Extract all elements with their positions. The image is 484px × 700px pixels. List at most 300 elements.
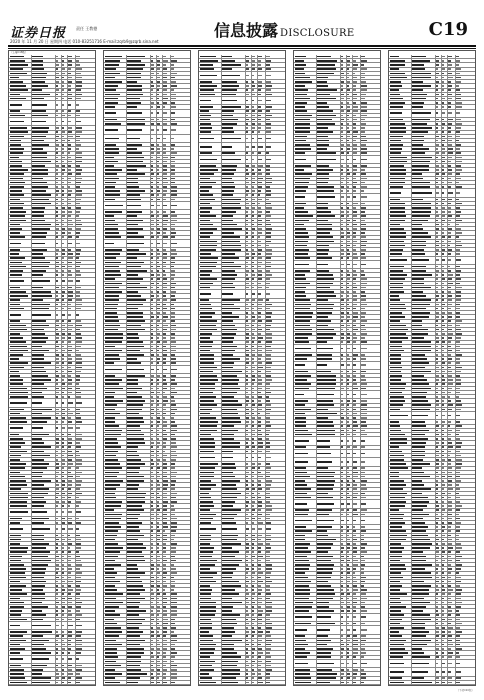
table-cell-text	[68, 547, 70, 549]
table-cell-text	[222, 556, 235, 558]
table-cell-text	[390, 308, 406, 310]
table-cell-text	[68, 304, 71, 306]
table-cell-text	[390, 434, 405, 436]
table-cell-text	[163, 232, 166, 234]
table-cell-text	[436, 253, 438, 255]
table-cell-text	[127, 186, 139, 188]
table-cell-text	[456, 325, 460, 327]
table-cell-text	[56, 199, 58, 201]
table-cell-text	[246, 421, 249, 423]
table-cell-text	[361, 648, 365, 650]
table-cell-text	[127, 64, 145, 66]
table-cell-text	[390, 509, 399, 511]
table-cell-text	[76, 224, 82, 226]
table-cell-text	[448, 127, 451, 129]
table-cell-text	[68, 459, 72, 461]
table-cell-text	[390, 619, 402, 621]
table-cell-text	[258, 173, 262, 175]
table-cell-text	[157, 291, 159, 293]
table-cell-text	[105, 308, 117, 310]
table-cell-text	[68, 333, 71, 335]
table-cell-text	[266, 190, 271, 192]
table-cell-text	[151, 112, 153, 114]
table-row	[9, 118, 95, 126]
table-cell-text	[456, 291, 461, 293]
table-cell-text	[353, 299, 357, 301]
table-cell-text	[252, 127, 255, 129]
table-cell-text	[456, 459, 462, 461]
table-cell-text	[412, 409, 430, 411]
table-cell-text	[200, 320, 217, 322]
table-cell-text	[353, 190, 356, 192]
table-cell-text	[32, 362, 51, 364]
table-cell-text	[163, 451, 165, 453]
table-cell-text	[442, 677, 445, 679]
table-cell-text	[246, 159, 248, 161]
table-cell-text	[222, 274, 237, 276]
table-cell-text	[361, 165, 367, 167]
table-cell-text	[163, 581, 166, 583]
table-cell-text	[295, 207, 304, 209]
table-cell-text	[32, 665, 47, 667]
table-cell-text	[456, 383, 461, 385]
table-cell-text	[266, 463, 270, 465]
table-cell-text	[412, 329, 428, 331]
table-cell-text	[151, 434, 153, 436]
table-cell-text	[258, 446, 263, 448]
table-cell-text	[105, 568, 114, 570]
table-cell-text	[436, 236, 438, 238]
table-cell-text	[246, 631, 249, 633]
table-cell-text	[171, 220, 177, 222]
table-cell-text	[246, 543, 249, 545]
table-cell-text	[442, 341, 445, 343]
table-cell-text	[361, 81, 366, 83]
table-cell-text	[157, 635, 160, 637]
table-cell-text	[10, 337, 23, 339]
table-cell-text	[68, 121, 71, 123]
table-cell-text	[258, 528, 262, 530]
table-cell-text	[390, 535, 407, 537]
table-cell-text	[105, 661, 116, 663]
table-cell-text	[295, 572, 305, 574]
table-cell-text	[62, 308, 64, 310]
table-cell-text	[252, 60, 255, 62]
table-cell-text	[163, 476, 167, 478]
table-cell-text	[295, 73, 305, 75]
table-cell-text	[151, 669, 154, 671]
table-cell-text	[448, 64, 452, 66]
masthead-rule-thick	[8, 45, 476, 47]
table-cell-text	[105, 669, 115, 671]
table-cell-text	[361, 656, 364, 658]
table-cell-text	[68, 593, 71, 595]
table-cell-text	[258, 228, 262, 230]
table-cell-text	[412, 123, 427, 125]
table-row	[199, 525, 285, 533]
table-cell-text	[390, 89, 399, 91]
table-cell-text	[456, 228, 461, 230]
table-cell-text	[448, 476, 452, 478]
table-cell-text	[258, 194, 260, 196]
table-cell-text	[68, 182, 71, 184]
table-cell-text	[151, 635, 154, 637]
table-cell-text	[361, 337, 365, 339]
table-cell-text	[341, 577, 343, 579]
table-cell-text	[151, 205, 154, 207]
table-cell-text	[62, 518, 65, 520]
disclosure-table	[389, 55, 475, 685]
table-cell-text	[341, 472, 343, 474]
table-cell-text	[390, 266, 404, 268]
table-cell-text	[412, 283, 424, 285]
table-row	[294, 391, 380, 399]
table-cell-text	[266, 253, 272, 255]
table-cell-text	[361, 228, 366, 230]
table-cell-text	[317, 249, 329, 251]
table-cell-text	[295, 291, 305, 293]
table-cell-text	[151, 333, 153, 335]
table-cell-text	[436, 547, 439, 549]
table-cell-text	[436, 635, 439, 637]
table-cell-text	[361, 425, 367, 427]
table-cell-text	[456, 560, 460, 562]
table-cell-text	[442, 493, 445, 495]
table-cell-text	[56, 325, 59, 327]
table-cell-text	[252, 320, 255, 322]
table-cell-text	[151, 304, 153, 306]
table-cell-text	[448, 131, 451, 133]
table-cell-text	[76, 169, 82, 171]
table-cell-text	[62, 677, 65, 679]
table-cell-text	[76, 625, 82, 627]
table-cell-text	[436, 480, 438, 482]
table-cell-text	[10, 77, 19, 79]
table-cell-text	[151, 329, 153, 331]
table-cell-text	[157, 73, 159, 75]
table-cell-text	[76, 505, 79, 507]
table-cell-text	[448, 535, 451, 537]
table-cell-text	[252, 308, 254, 310]
table-cell-text	[222, 560, 242, 562]
table-cell-text	[68, 152, 70, 154]
table-cell-text	[222, 593, 239, 595]
table-cell-text	[258, 434, 262, 436]
table-cell-text	[246, 165, 249, 167]
table-cell-text	[105, 556, 118, 558]
table-cell-text	[105, 535, 117, 537]
table-cell-text	[436, 325, 438, 327]
table-cell-text	[317, 131, 333, 133]
table-cell-text	[163, 396, 167, 398]
table-cell-text	[448, 446, 453, 448]
table-cell-text	[347, 635, 350, 637]
table-cell-text	[157, 430, 159, 432]
table-cell-text	[68, 589, 73, 591]
table-cell-text	[163, 262, 166, 264]
table-cell-text	[448, 396, 450, 398]
table-cell-text	[151, 560, 153, 562]
table-cell-text	[163, 551, 166, 553]
table-cell-text	[258, 463, 261, 465]
table-cell-text	[76, 631, 82, 633]
table-cell-text	[246, 186, 248, 188]
table-cell-text	[246, 325, 249, 327]
table-cell-text	[361, 264, 366, 266]
table-cell-text	[448, 392, 451, 394]
table-cell-text	[390, 152, 401, 154]
table-cell-text	[456, 178, 461, 180]
table-cell-text	[361, 329, 366, 331]
table-cell-text	[163, 665, 166, 667]
table-cell-text	[252, 94, 255, 96]
table-cell-text	[347, 152, 349, 154]
table-cell-text	[200, 417, 216, 419]
table-cell-text	[442, 278, 445, 280]
table-cell-text	[32, 165, 45, 167]
table-cell-text	[295, 476, 310, 478]
table-cell-text	[442, 211, 445, 213]
table-cell-text	[171, 627, 176, 629]
table-cell-text	[105, 459, 118, 461]
table-cell-text	[62, 220, 64, 222]
table-cell-text	[151, 228, 154, 230]
table-cell-text	[361, 434, 367, 436]
table-cell-text	[317, 388, 335, 390]
table-cell-text	[258, 186, 262, 188]
table-cell-text	[62, 178, 64, 180]
table-cell-text	[222, 253, 235, 255]
table-cell-text	[317, 232, 330, 234]
table-cell-text	[157, 304, 160, 306]
table-cell-text	[436, 312, 439, 314]
table-cell-text	[412, 186, 430, 188]
table-cell-text	[347, 581, 350, 583]
table-cell-text	[56, 173, 58, 175]
table-cell-text	[62, 77, 64, 79]
table-cell-text	[353, 287, 357, 289]
table-cell-text	[151, 316, 154, 318]
table-cell-text	[361, 383, 367, 385]
table-cell-text	[448, 404, 453, 406]
table-cell-text	[412, 241, 426, 243]
table-cell-text	[456, 203, 462, 205]
table-cell-text	[390, 467, 408, 469]
table-cell-text	[56, 446, 59, 448]
table-cell-text	[32, 547, 46, 549]
table-cell-text	[105, 585, 115, 587]
table-cell-text	[32, 409, 52, 411]
table-cell-text	[151, 60, 153, 62]
table-cell-text	[347, 530, 349, 532]
table-cell-text	[252, 207, 255, 209]
table-cell-text	[105, 539, 115, 541]
table-cell-text	[390, 77, 407, 79]
table-cell-text	[151, 677, 154, 679]
table-cell-text	[200, 442, 215, 444]
table-cell-text	[68, 186, 70, 188]
table-cell-text	[127, 451, 137, 453]
table-cell-text	[353, 203, 358, 205]
table-cell-text	[317, 409, 328, 411]
table-cell-text	[171, 619, 175, 621]
table-cell-text	[246, 146, 249, 148]
table-cell-text	[317, 102, 327, 104]
table-cell-text	[456, 354, 462, 356]
table-cell-text	[10, 484, 27, 486]
table-cell-text	[171, 417, 174, 419]
table-cell-text	[62, 56, 64, 58]
table-cell-text	[341, 144, 344, 146]
table-cell-text	[171, 152, 177, 154]
table-cell-text	[32, 480, 51, 482]
table-cell-text	[456, 215, 460, 217]
table-cell-text	[252, 115, 255, 117]
table-cell-text	[10, 505, 27, 507]
table-cell-text	[32, 427, 43, 429]
table-cell-text	[436, 178, 438, 180]
table-cell-text	[317, 656, 331, 658]
table-cell-text	[76, 421, 82, 423]
table-cell-text	[266, 665, 271, 667]
table-cell-text	[62, 329, 65, 331]
table-cell-text	[76, 665, 82, 667]
table-cell-text	[68, 488, 71, 490]
table-cell-text	[127, 619, 145, 621]
table-cell-text	[127, 413, 139, 415]
table-cell-text	[361, 663, 367, 665]
table-cell-text	[222, 551, 239, 553]
table-cell-text	[361, 493, 365, 495]
table-cell-text	[32, 564, 48, 566]
table-cell-text	[222, 682, 238, 684]
table-cell-text	[32, 341, 46, 343]
table-cell-text	[456, 614, 460, 616]
table-cell-text	[390, 329, 408, 331]
table-cell-text	[56, 367, 59, 369]
table-cell-text	[436, 459, 439, 461]
table-cell-text	[353, 98, 357, 100]
table-cell-text	[10, 314, 21, 316]
table-cell-text	[252, 535, 255, 537]
table-cell-text	[258, 564, 261, 566]
table-cell-text	[171, 648, 175, 650]
table-cell-text	[436, 522, 438, 524]
table-cell-text	[10, 602, 24, 604]
table-cell-text	[317, 159, 336, 161]
table-cell-text	[32, 375, 48, 377]
table-cell-text	[127, 577, 140, 579]
table-cell-text	[222, 211, 236, 213]
table-cell-text	[258, 329, 262, 331]
table-cell-text	[76, 446, 81, 448]
table-cell-text	[317, 144, 329, 146]
table-cell-text	[266, 354, 271, 356]
table-cell-text	[222, 64, 241, 66]
table-cell-text	[157, 396, 159, 398]
table-cell-text	[266, 371, 271, 373]
table-cell-text	[127, 551, 142, 553]
table-cell-text	[76, 673, 80, 675]
table-cell-text	[62, 589, 65, 591]
table-cell-text	[252, 528, 255, 530]
table-cell-text	[317, 354, 332, 356]
table-cell-text	[390, 85, 402, 87]
table-cell-text	[246, 110, 249, 112]
table-cell-text	[163, 497, 167, 499]
table-cell-text	[353, 152, 357, 154]
table-cell-text	[436, 329, 439, 331]
table-cell-text	[246, 392, 248, 394]
table-cell-text	[341, 308, 344, 310]
table-cell-text	[436, 577, 439, 579]
table-cell-text	[266, 199, 269, 201]
table-cell-text	[127, 320, 145, 322]
table-cell-text	[10, 140, 21, 142]
table-cell-text	[151, 463, 154, 465]
table-cell-text	[76, 291, 80, 293]
table-cell-text	[62, 249, 65, 251]
table-cell-text	[105, 560, 115, 562]
table-cell-text	[10, 178, 23, 180]
table-cell-text	[56, 625, 59, 627]
table-cell-text	[76, 556, 80, 558]
table-cell-text	[436, 215, 439, 217]
table-cell-text	[127, 379, 138, 381]
table-cell-text	[252, 68, 255, 70]
table-cell-text	[266, 396, 269, 398]
table-cell-text	[163, 572, 167, 574]
table-cell-text	[151, 388, 153, 390]
table-cell-text	[317, 520, 334, 522]
table-cell-text	[361, 400, 367, 402]
table-cell-text	[222, 207, 241, 209]
table-cell-text	[76, 585, 80, 587]
table-cell-text	[295, 127, 310, 129]
table-cell-text	[456, 274, 460, 276]
table-cell-text	[171, 404, 176, 406]
table-cell-text	[32, 602, 42, 604]
table-cell-text	[68, 308, 71, 310]
table-cell-text	[448, 400, 451, 402]
table-cell-text	[68, 493, 72, 495]
table-cell-text	[361, 159, 367, 161]
table-cell-text	[353, 610, 356, 612]
table-cell-text	[62, 568, 64, 570]
table-cell-text	[56, 358, 59, 360]
table-cell-text	[456, 278, 461, 280]
table-cell-text	[436, 270, 439, 272]
table-cell-text	[163, 341, 167, 343]
table-cell-text	[456, 241, 461, 243]
table-cell-text	[68, 619, 72, 621]
table-cell-text	[353, 520, 356, 522]
table-cell-text	[448, 388, 452, 390]
table-cell-text	[163, 409, 166, 411]
table-cell-text	[10, 291, 26, 293]
table-cell-text	[252, 211, 254, 213]
table-cell-text	[68, 446, 71, 448]
table-cell-text	[157, 673, 160, 675]
table-cell-text	[76, 152, 82, 154]
table-cell-text	[448, 543, 452, 545]
table-cell-text	[347, 472, 349, 474]
table-cell-text	[76, 295, 80, 297]
table-cell-text	[252, 665, 254, 667]
table-cell-text	[68, 127, 72, 129]
table-cell-text	[151, 589, 153, 591]
table-cell-text	[56, 497, 58, 499]
